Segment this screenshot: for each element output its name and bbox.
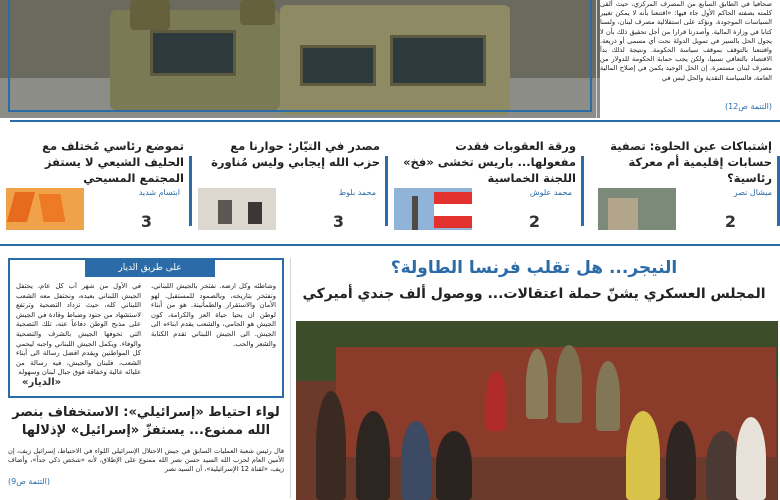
editorial-box: [8, 258, 284, 398]
editorial-column-left: وشاطئه وكل ارضه. نفتخر بالجيش اللبناني، ونفتخر بتاريخه، وبالصمود للمستقبل. لهو الأمان والاستقرار والطمأنينة. هو من أبناء لوطن ان يحيا حياة العز والكرامة، كون الجيش هو الحامي، والشعب يقدم ابناءه الى الجيش. الى الجيش اللبناني تقدم الكتابة والشعر والحب.: [151, 282, 276, 348]
teaser-title[interactable]: تموضع رئاسي مُختلف مع الحليف الشيعي لا يستفز المجتمع المسيحي: [42, 139, 184, 185]
teaser-page-number: 3: [140, 212, 152, 231]
teaser-title[interactable]: إشتباكات عين الحلوة: تصفية حسابات إقليمية أم معركة رئاسية؟: [610, 139, 772, 185]
teaser-item[interactable]: [590, 128, 780, 240]
lead-story-continued[interactable]: (التتمة ص12): [724, 102, 772, 111]
editorial-signature: «الديار»: [22, 377, 62, 388]
brief-body: قال رئيس شعبة العمليات السابق في جيش الاحتلال الإسرائيلي اللواء في الاحتياط، إسرائيل زيف، إن الأمين العام لحزب الله السيد حسن نصر الله ممنوع على الإطلاق، لأنه «شخص ذكي جداً»، وأضاف زيف، «لقناة 12 الإسرائيلية»، أن السيد نصر: [8, 447, 284, 473]
teaser-page-number: 2: [724, 212, 736, 231]
main-story-headline[interactable]: المجلس العسكري يشنّ حملة اعتقالات... ووصول ألف جندي أميركي: [302, 286, 766, 302]
teaser-thumbnail: [198, 188, 276, 230]
teaser-page-number: 3: [332, 212, 344, 231]
main-story-kicker[interactable]: النيجر... هل تقلب فرنسا الطاولة؟: [390, 258, 678, 278]
teaser-page-number: 2: [528, 212, 540, 231]
divider: [10, 120, 780, 122]
teaser-thumbnail: [598, 188, 676, 230]
teaser-author: ابتسام شديد: [138, 188, 180, 197]
editorial-column-right: في الأول من شهر آب كل عام، يحتفل الجيش اللبناني بعيده، ونحتفل معه الشعب اللبناني كله، حيث تزداد التضحية وترتفع لاستشهاد من جنود وضباط وقادة في الجيش على مذبح الوطن دفاعاً عنه، تلك التضحية التي تخوفها الجيش بالشرف والتضحية والوفاء. ويكمل الجيش اللبناني واجبه ليحمي كل المواطنين ويقدم افضل رسالة الى أبناء الشعب، فلبنان والجيش، فيه رسالة من عليائه عالية وخفاقة فوق جبال لبنان وسهوله: [16, 282, 141, 377]
teaser-title[interactable]: مصدر في التيّار: حوارنا مع حزب الله إيجابي وليس مُناورة: [211, 139, 380, 169]
column-rule: [290, 258, 291, 498]
teaser-item[interactable]: [394, 128, 584, 240]
teaser-thumbnail: [6, 188, 84, 230]
teaser-title[interactable]: ورقة العقوبات فقدت مفعولها... باريس تخشى «فخ» اللجنة الخماسية: [403, 139, 576, 185]
teaser-item[interactable]: [2, 128, 192, 240]
teaser-author: ميشال نصر: [733, 188, 772, 197]
teaser-author: محمد بلوط: [338, 188, 376, 197]
brief-continued[interactable]: (التتمة ص9): [8, 477, 50, 486]
editorial-heading: على طريق الديار: [85, 259, 215, 277]
lead-story-body: صحافيا في الطابق السابع من المصرف المركزي، حيث ألقى كلمته بصفته الحاكم الأول جاء فيها: «اقتنعنا بأنه لا يمكن تغيير السياسات الموجودة. ونؤكد على استقلالية مصرف لبنان، ولسنا كتابا في وزارة المالية. وأصدرنا قرارا من أجل تحقيق ذلك بأن لا يجول الحل بالسير في تمويل الدولة نحت أي مسمى أو ذريعة. واقتنعنا بالتوقف بموقف سياسة الحكومة. ونتيجة لذلك بدأ الاقتصاد بالتعافي نسبيا، ولكن يجب حماية الحكومة للدولار من مصرف لبنان مستمرة. إن الحل الوحيد يكمن في إصلاح المالية العامة، فالسياسة النقدية والحل ليس في: [600, 0, 772, 82]
teaser-author: محمد علوش: [529, 188, 572, 197]
divider: [0, 244, 780, 246]
teaser-thumbnail: [394, 188, 472, 230]
military-vehicle-photo: [0, 0, 600, 118]
niger-crowd-photo: [296, 321, 778, 500]
teaser-row: [0, 128, 780, 240]
teaser-item[interactable]: [198, 128, 388, 240]
brief-headline[interactable]: لواء احتياط «إسرائيلي»: الاستخفاف بنصر الله ممنوع... يستفزّ «إسرائيل» لإذلالها: [12, 405, 280, 438]
